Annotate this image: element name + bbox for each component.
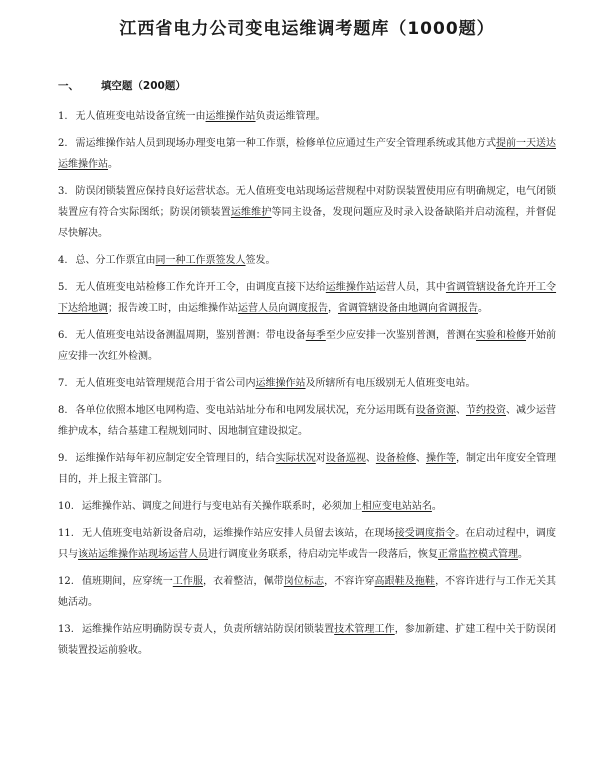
question-text: ，不容许进行与工作无关其她活动。 bbox=[58, 576, 557, 608]
question-text: 及所辖所有电压级别无人值班变电站。 bbox=[305, 378, 476, 389]
answer-blank: 设备检修 bbox=[375, 453, 416, 464]
answer-blank: 设备巡视 bbox=[325, 453, 366, 464]
section-heading bbox=[58, 78, 556, 94]
question-item bbox=[58, 373, 556, 394]
question-text: 。 bbox=[518, 549, 528, 560]
answer-blank: 工作服 bbox=[172, 576, 204, 587]
question-text: 开始前应安排一次红外检测。 bbox=[58, 330, 557, 362]
answer-blank: 相应变电站站名 bbox=[361, 501, 432, 512]
answer-blank: 实际状况 bbox=[275, 453, 316, 464]
section-label: 填空题（200题） bbox=[100, 80, 186, 92]
answer-blank: 节约投资 bbox=[465, 405, 506, 416]
question-text: 运维操作站每年初应制定安全管理目的，结合 bbox=[75, 453, 276, 464]
section-number: 一、 bbox=[58, 80, 79, 92]
question-text: 无人值班变电站检修工作允许开工令，由调度直接下达给 bbox=[75, 282, 326, 293]
question-text: 无人值班变电站设备测温周期，鉴别普测：带电设备 bbox=[75, 330, 306, 341]
question-text: ；报告竣工时，由运维操作站 bbox=[108, 303, 238, 314]
question-number: 5. bbox=[58, 282, 68, 293]
question-item bbox=[58, 325, 556, 367]
question-number: 13. bbox=[58, 624, 74, 635]
question-item bbox=[58, 277, 556, 319]
question-item bbox=[58, 448, 556, 490]
question-text: 无人值班变电站新设备启动，运维操作站应安排人员留去该站，在现场 bbox=[81, 528, 395, 539]
question-number: 2. bbox=[58, 138, 68, 149]
question-text: 负责运维管理。 bbox=[255, 111, 326, 122]
document-title: 江西省电力公司变电运维调考题库（1000题） bbox=[119, 19, 495, 39]
question-text: 值班期间，应穿统一 bbox=[81, 576, 173, 587]
question-item bbox=[58, 523, 556, 565]
question-text: 、 bbox=[455, 405, 466, 416]
question-text: 防误闭锁装置应保持良好运营状态。无人值班变电站现场运营规程中对防误装置使用应有明确规定，电气闭锁装置应有符合实际图纸；防误闭锁装置 bbox=[58, 186, 556, 218]
question-list bbox=[58, 106, 556, 661]
question-text: 。在启动过程中，调度只与 bbox=[58, 528, 557, 560]
question-number: 3. bbox=[58, 186, 68, 197]
answer-blank: 接受调度指令 bbox=[394, 528, 456, 539]
question-text: 。 bbox=[431, 501, 442, 512]
answer-blank: 岗位标志 bbox=[283, 576, 325, 587]
question-text: ，制定出年度安全管理目的，并上报主管部门。 bbox=[58, 453, 557, 485]
question-text: 运维操作站应明确防误专责人，负责所辖站防误闭锁装置 bbox=[81, 624, 335, 635]
answer-blank: 同一种工作票签发人 bbox=[155, 255, 246, 266]
answer-blank: 每季 bbox=[305, 330, 326, 341]
question-item bbox=[58, 400, 556, 442]
question-text: 运营人员，其中 bbox=[375, 282, 446, 293]
question-item bbox=[58, 250, 556, 271]
answer-blank: 操作等 bbox=[425, 453, 456, 464]
answer-blank: 技术管理工作 bbox=[334, 624, 395, 635]
question-text: 、 bbox=[365, 453, 376, 464]
question-text: 无人值班变电站设备宜统一由 bbox=[75, 111, 206, 122]
question-item bbox=[58, 181, 556, 244]
question-item bbox=[58, 619, 556, 661]
question-text: 等同主设备，发现问题应及时录入设备缺陷并启动流程，并督促尽快解决。 bbox=[58, 207, 557, 239]
answer-blank: 省调管辖设备由地调向省调报告 bbox=[338, 303, 478, 314]
question-item bbox=[58, 496, 556, 517]
answer-blank: 运维操作站 bbox=[325, 282, 376, 293]
question-number: 8. bbox=[58, 405, 68, 416]
question-text: ，参加新建、扩建工程中关于防误闭锁装置投运前验收。 bbox=[58, 624, 557, 656]
question-number: 6. bbox=[58, 330, 68, 341]
answer-blank: 设备资源 bbox=[415, 405, 456, 416]
question-text: 运维操作站、调度之间进行与变电站有关操作联系时，必须加上 bbox=[81, 501, 362, 512]
question-item bbox=[58, 571, 556, 613]
question-text: 签发。 bbox=[245, 255, 276, 266]
answer-blank: 实验和检修 bbox=[475, 330, 527, 341]
question-number: 11. bbox=[58, 528, 74, 539]
answer-blank: 运维维护 bbox=[230, 207, 272, 218]
question-number: 10. bbox=[58, 501, 74, 512]
question-number: 1. bbox=[58, 111, 68, 122]
answer-blank: 提前一天送达运维操作站 bbox=[58, 138, 557, 170]
question-item bbox=[58, 106, 556, 127]
question-item bbox=[58, 133, 556, 175]
question-text: 。 bbox=[478, 303, 488, 314]
question-text: 进行调度业务联系，待启动完毕或告一段落后，恢复 bbox=[208, 549, 438, 560]
question-text: 、减少运营维护成本，结合基建工程规划同时、因地制宜建设拟定。 bbox=[58, 405, 557, 437]
question-text: 各单位依照本地区电网构造、变电站站址分布和电网发展状况，充分运用既有 bbox=[75, 405, 416, 416]
question-text: ，衣着整洁，佩带 bbox=[203, 576, 284, 587]
question-number: 9. bbox=[58, 453, 68, 464]
question-text: 需运维操作站人员到现场办理变电第一种工作票，检修单位应通过生产安全管理系统或其他方式 bbox=[75, 138, 496, 149]
answer-blank: 该站运维操作站现场运营人员 bbox=[78, 549, 208, 560]
question-number: 7. bbox=[58, 378, 68, 389]
answer-blank: 高跟鞋及拖鞋 bbox=[374, 576, 436, 587]
question-text: 至少应安排一次鉴别普测，普测在 bbox=[325, 330, 476, 341]
question-text: ，不容许穿 bbox=[324, 576, 375, 587]
question-text: 、 bbox=[415, 453, 426, 464]
question-text: ， bbox=[328, 303, 338, 314]
answer-blank: 正常监控模式管理 bbox=[438, 549, 518, 560]
question-text: 总、分工作票宜由 bbox=[75, 255, 156, 266]
answer-blank: 运维操作站 bbox=[205, 111, 256, 122]
answer-blank: 省调管辖设备允许开工令下达给地调 bbox=[58, 282, 557, 314]
question-text: 对 bbox=[315, 453, 326, 464]
answer-blank: 运维操作站 bbox=[255, 378, 306, 389]
question-text: 无人值班变电站管理规范合用于省公司内 bbox=[75, 378, 256, 389]
question-number: 4. bbox=[58, 255, 68, 266]
question-number: 12. bbox=[58, 576, 74, 587]
question-text: 。 bbox=[108, 159, 118, 170]
answer-blank: 运营人员向调度报告 bbox=[238, 303, 328, 314]
